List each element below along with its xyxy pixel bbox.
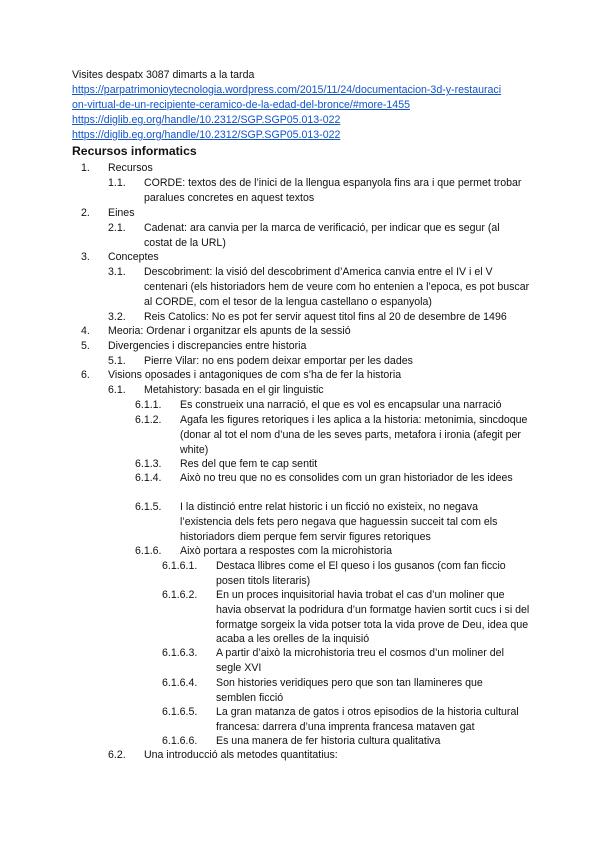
item-text: Metahistory: basada en el gir linguistic bbox=[144, 384, 324, 396]
item-number: 6.1.5. bbox=[135, 501, 162, 513]
item-number: 3.2. bbox=[108, 311, 126, 323]
item-number: 6.1.6. bbox=[135, 545, 162, 557]
item-text: Recursos bbox=[108, 162, 153, 174]
item-text: Es una manera de fer historia cultura qualitativa bbox=[216, 735, 441, 747]
item-number: 6.1.6.4. bbox=[162, 677, 198, 689]
item-number: 6. bbox=[81, 369, 90, 381]
item-text: Això portara a respostes com la microhistoria bbox=[180, 545, 392, 557]
item-text: Divergencies i discrepancies entre historia bbox=[108, 340, 307, 352]
visit-hours-line: Visites despatx 3087 dimarts a la tarda bbox=[72, 69, 255, 81]
item-text: Meoria: Ordenar i organitzar els apunts de la sessió bbox=[108, 325, 351, 337]
item-text: Conceptes bbox=[108, 251, 159, 263]
item-number: 6.1.4. bbox=[135, 472, 162, 484]
item-number: 6.1.6.3. bbox=[162, 647, 198, 659]
item-text: CORDE: textos des de l’inici de la llengua espanyola fins ara i que permet trobar paralues concretes en aquest textos bbox=[144, 177, 522, 204]
item-number: 6.1.6.1. bbox=[162, 560, 198, 572]
item-text: Es construeix una narració, el que es vol es encapsular una narració bbox=[180, 399, 502, 411]
item-number: 6.1.1. bbox=[135, 399, 162, 411]
item-text: Son histories veridiques pero que son tan llamineres que semblen ficció bbox=[216, 677, 483, 704]
item-text: Destaca llibres come el El queso i los gusanos (com fan ficcio posen titols literaris) bbox=[216, 560, 506, 587]
item-number: 2.1. bbox=[108, 222, 126, 234]
item-text: Això no treu que no es consolides com un gran historiador de les idees bbox=[180, 472, 513, 484]
link-parpatrimonio-part1[interactable]: https://parpatrimonioytecnologia.wordpress.com/2015/11/24/documentacion-3d-y-restauraci bbox=[72, 84, 502, 96]
item-number: 6.2. bbox=[108, 749, 126, 761]
item-text: Pierre Vilar: no ens podem deixar emportar per les dades bbox=[144, 355, 413, 367]
item-number: 5. bbox=[81, 340, 90, 352]
item-text: Eines bbox=[108, 207, 135, 219]
item-text: En un proces inquisitorial havia trobat el cas d’un moliner que havia observat la podridura d’un formatge havien sortit cucs i si del formatge sorgeix la vida potser tota la vida prove de Deu, idea que acaba a les orelles de la inquisió bbox=[216, 589, 530, 646]
item-number: 3. bbox=[81, 251, 90, 263]
item-number: 4. bbox=[81, 325, 90, 337]
link-diglib-2[interactable]: https://diglib.eg.org/handle/10.2312/SGP.SGP05.013-022 bbox=[72, 129, 341, 141]
item-text: Visions oposades i antagoniques de com s’ha de fer la historia bbox=[108, 369, 402, 381]
item-text: Una introducció als metodes quantitatius: bbox=[144, 749, 338, 761]
item-number: 6.1.2. bbox=[135, 414, 162, 426]
section-heading: Recursos informatics bbox=[72, 144, 197, 158]
item-text: Descobriment: la visió del descobriment d’America canvia entre el IV i el V centenari (els historiadors hem de veure com ho entenien a l’epoca, es pot buscar al CORDE, com el tesor de la lengua castellano o espanyola) bbox=[144, 266, 530, 308]
item-number: 6.1.3. bbox=[135, 458, 162, 470]
item-number: 6.1.6.6. bbox=[162, 735, 198, 747]
item-number: 6.1.6.2. bbox=[162, 589, 198, 601]
item-number: 1.1. bbox=[108, 177, 126, 189]
item-text: Reis Catolics: No es pot fer servir aquest titol fins al 20 de desembre de 1496 bbox=[144, 311, 507, 323]
item-number: 3.1. bbox=[108, 266, 126, 278]
item-text: Res del que fem te cap sentit bbox=[180, 458, 318, 470]
item-text: Agafa les figures retoriques i les aplica a la historia: metonimia, sincdoque (donar al tot el nom d’una de les seves parts, metafora i ironia (afegit per white) bbox=[180, 414, 528, 456]
link-diglib-1[interactable]: https://diglib.eg.org/handle/10.2312/SGP.SGP05.013-022 bbox=[72, 114, 341, 126]
item-text: Cadenat: ara canvia per la marca de verificació, per indicar que es segur (al costat de la URL) bbox=[144, 222, 500, 249]
item-number: 6.1.6.5. bbox=[162, 706, 198, 718]
item-text: A partir d’això la microhistoria treu el cosmos d’un moliner del segle XVI bbox=[216, 647, 504, 674]
item-number: 2. bbox=[81, 207, 90, 219]
item-number: 1. bbox=[81, 162, 90, 174]
item-text: La gran matanza de gatos i otros episodios de la historia cultural francesa: darrera d’una imprenta francesa mataven gat bbox=[216, 706, 519, 733]
link-parpatrimonio-part2[interactable]: on-virtual-de-un-recipiente-ceramico-de-la-edad-del-bronce/#more-1455 bbox=[72, 99, 410, 111]
item-number: 5.1. bbox=[108, 355, 126, 367]
item-number: 6.1. bbox=[108, 384, 126, 396]
item-text: I la distinció entre relat historic i un ficció no existeix, no negava l’existencia dels fets pero negava que haguessin succeit tal com els historiadors diem perque fem servir figures retoriques bbox=[180, 501, 498, 543]
